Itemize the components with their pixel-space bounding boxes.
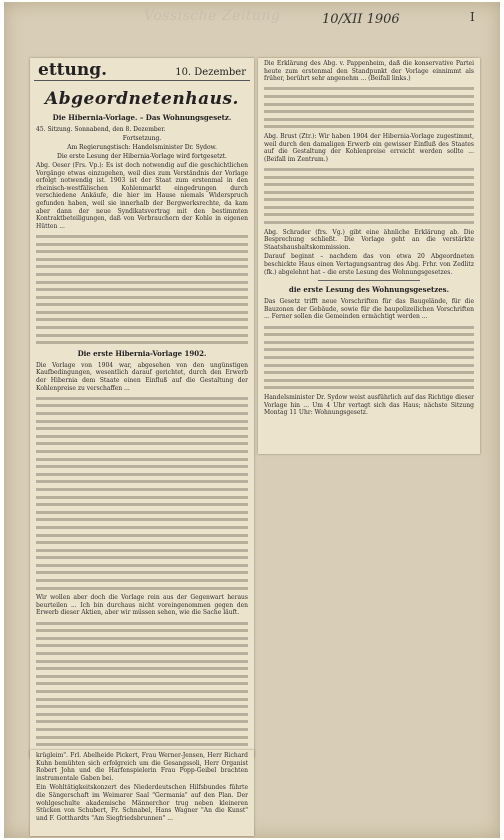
paragraph-1904: Die Vorlage von 1904 war, abgesehen von den ungünstigen Kaufbedingungen, wesentlich darauf gerichtet, durch den Erwerb der Hibernia dem Staate einen Einfluß auf die Gestaltung der Kohlenpreise zu verschaffen ... <box>36 361 248 392</box>
paragraph-schrader: Abg. Schrader (frs. Vg.) gibt eine ähnliche Erklärung ab. Die Besprechung schließt. Die Vorlage geht an die verstärkte Staatshaushaltskommission. <box>264 228 474 251</box>
paragraph-sydow: Handelsminister Dr. Sydow weist ausführlich auf das Richtige dieser Vorlage hin ... Um 4 Uhr vertagt sich das Haus; nächste Sitzung Montag 11 Uhr: Wohnungsgesetz. <box>264 393 474 417</box>
text-lines <box>36 397 248 590</box>
handwritten-mark: I <box>470 10 475 24</box>
text-lines <box>264 87 474 128</box>
text-lines <box>36 622 248 758</box>
continued-line: Die erste Lesung der Hibernia-Vorlage wird fortgesetzt. <box>57 153 227 160</box>
section-wohnungsgesetz: die erste Lesung des Wohnungsgesetzes. <box>288 285 450 295</box>
bottom-clipping <box>30 750 254 836</box>
newspaper-stamp: Vossische Zeitung <box>144 8 281 24</box>
paragraph-pappenheim: Die Erklärung des Abg. v. Pappenheim, daß die konservative Partei heute zum erstenmal den Standpunkt der Vorlage einnimmt als früher, berührt sehr angenehm ... (Beifall links.) <box>264 60 474 83</box>
session-continued: Fortsetzung. <box>122 135 162 142</box>
masthead-name: ettung. <box>38 60 108 80</box>
masthead <box>34 58 250 81</box>
text-lines <box>264 326 474 390</box>
section-heading: Die erste Hibernia-Vorlage 1902. <box>77 348 207 358</box>
left-clipping <box>30 58 254 758</box>
subhead: Die Hibernia-Vorlage. – Das Wohnungsgesetz. <box>52 113 232 122</box>
paragraph-vertagung: Darauf beginnt – nachdem das von etwa 20 Abgeordneten beschickte Haus einen Vertagungsantrag des Abg. Frhr. von Zedlitz (fk.) abgelehnt hat – die erste Lesung des Wohnungsgesetzes. <box>264 253 474 276</box>
paragraph-oeser: Abg. Oeser (Frs. Vp.): Es ist doch notwendig auf die geschichtlichen Vorgänge etwas einzugehen, weil dies zum Verständnis der Vorlage erfolgt notwendig ist. 1903 ist der Staat zum erstenmal in den rheinisch-westfälischen Kohlenmarkt eingedrungen durch verschiedene Ankäufe, die hier im Hause niemals Widerspruch gefunden haben, weil sie innerhalb der Bergwerksrechte, da kam aber dann der neue Syndikatsvertrag mit den bestimmten Kontraktbeteiligungen, daß von Verbrauchern der Kohle in eigenen Hütten ... <box>36 162 248 230</box>
handwritten-date: 10/XII 1906 <box>322 12 400 27</box>
divider <box>318 280 420 281</box>
paragraph-concert: krügleim". Frl. Abelheide Pickert, Frau Werner-Jensen, Herr Richard Kuhn bemühten sich erfolgreich um die Gesangssoli, Herr Organist Robert John und die Harfenspielerin Frau Popp-Geibel brachten instrumentale Gaben bei. <box>36 752 248 782</box>
paragraph-gesetz: Das Gesetz trifft neue Vorschriften für das Baugelände, für die Bauzonen der Gebäude, sowie für die baupolizeilichen Vorschriften ... Ferner sollen die Gemeinden ermächtigt werden ... <box>264 298 474 321</box>
paragraph-brust: Abg. Brust (Ztr.): Wir haben 1904 der Hibernia-Vorlage zugestimmt, weil durch den damaligen Erwerb ein gewisser Einfluß des Staates auf die Gestaltung der Kohlenpreise erreicht werden sollte ... (Beifall im Zentrum.) <box>264 132 474 163</box>
headline: Abgeordnetenhaus. <box>45 89 239 109</box>
minister-line: Am Regierungstisch: Handelsminister Dr. Sydow. <box>67 144 217 151</box>
session-meta: 45. Sitzung. Sonnabend, den 8. Dezember. <box>36 126 166 133</box>
right-clipping <box>258 58 480 454</box>
paragraph-hilfsbund: Ein Wohltätigkeitskonzert des Niederdeutschen Hilfsbundes führte die Sängerschaft im Weimarer Saal "Germania" auf den Plan. Der wohlgeschulte akademische Männerchor trug neben kleineren Stücken von Schubert, Fr. Schnabel, Hans Wagner "An die Kunst" und F. Gotthardts "Am Siegfriedsbrunnen" ... <box>36 784 248 822</box>
masthead-date: 10. Dezember <box>175 67 246 78</box>
paragraph-present: Wir wollen aber doch die Vorlage rein aus der Gegenwart heraus beurteilen ... Ich bin durchaus nicht voreingenommen gegen den Erwerb dieser Aktien, aber wir müssen sehen, wie die Sache läuft. <box>36 594 248 617</box>
text-lines <box>264 168 474 224</box>
text-lines <box>36 235 248 344</box>
